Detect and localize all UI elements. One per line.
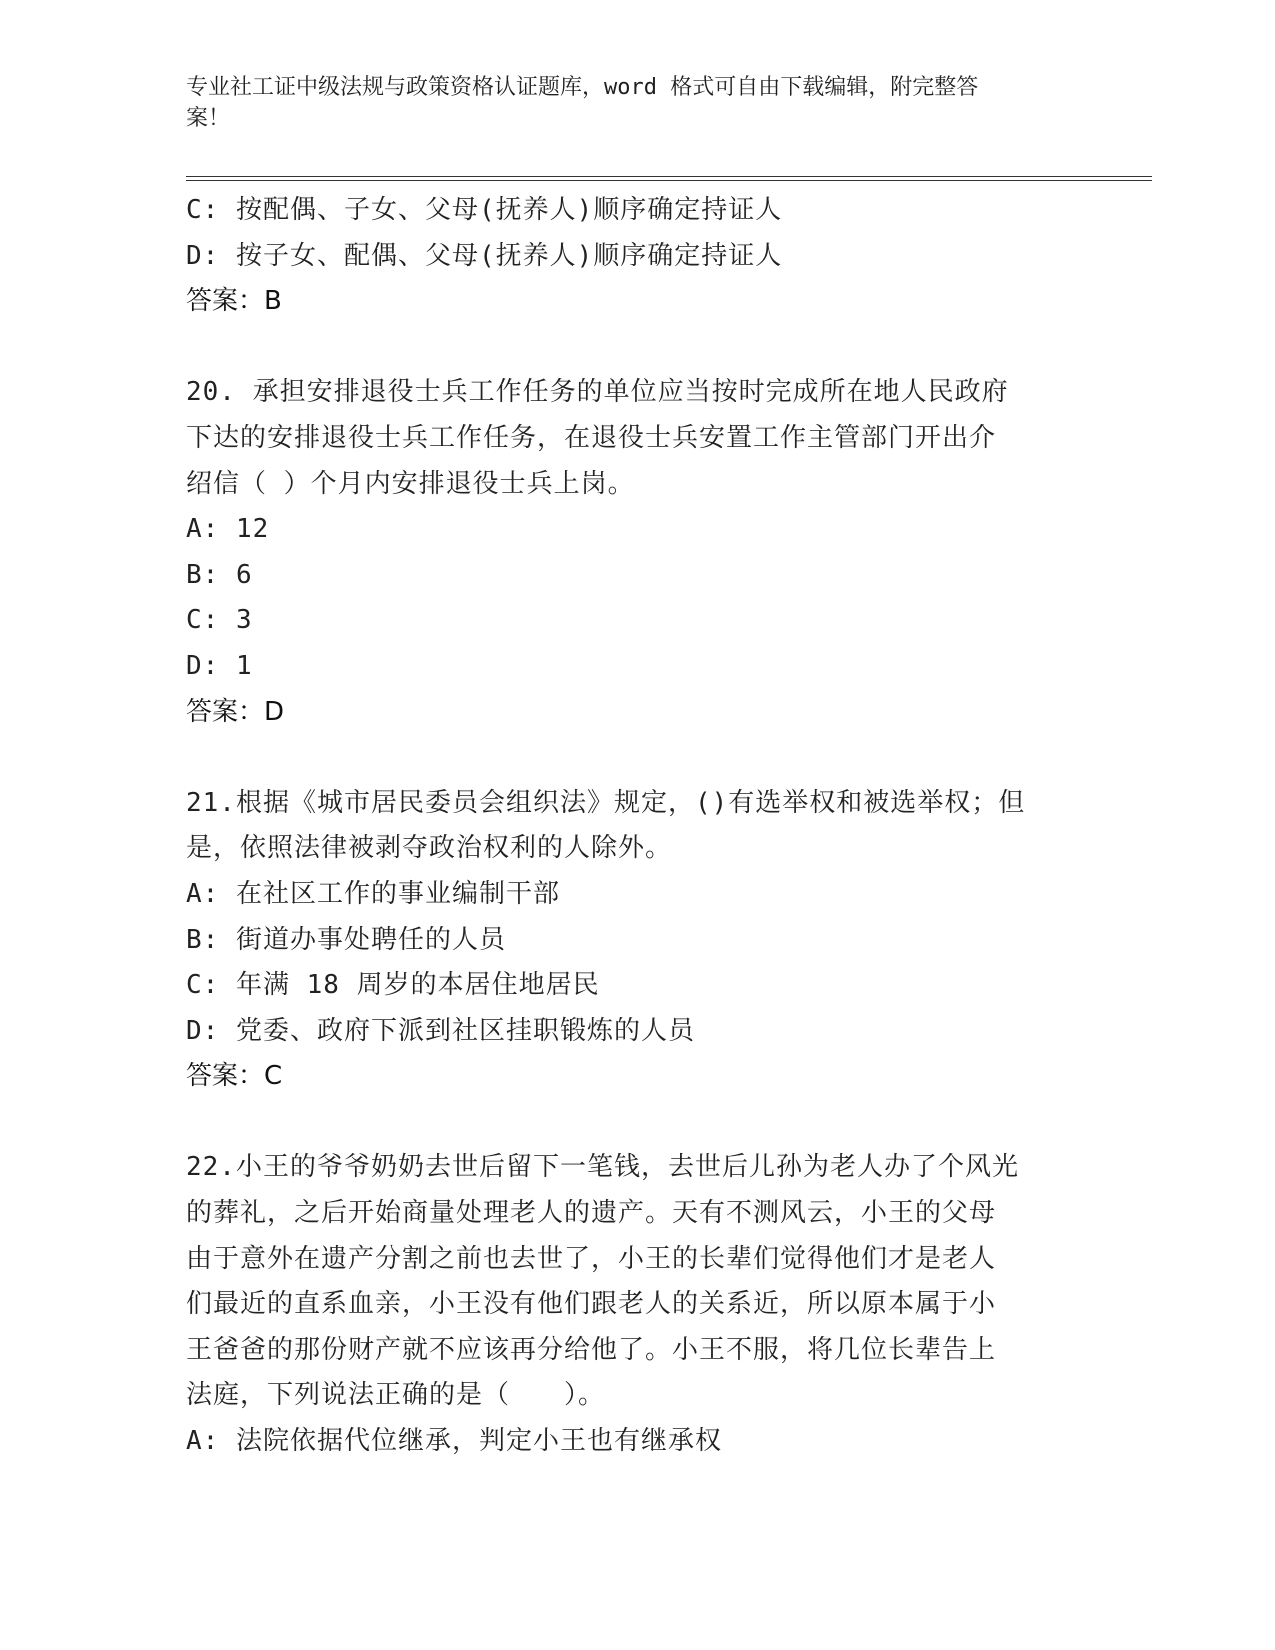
question-text-line: 王爸爸的那份财产就不应该再分给他了。小王不服，将几位长辈告上 — [186, 1334, 997, 1365]
question-text-line: 22.小王的爷爷奶奶去世后留下一笔钱，去世后儿孙为老人办了个风光 — [186, 1152, 1019, 1183]
question-text-line: 由于意外在遗产分割之前也去世了，小王的长辈们觉得他们才是老人 — [186, 1243, 997, 1274]
option-b: B: 6 — [186, 559, 253, 590]
option-a: A: 法院依据代位继承，判定小王也有继承权 — [186, 1426, 722, 1457]
document-header — [186, 72, 1066, 134]
answer-line: 答案：D — [186, 696, 285, 727]
header-divider — [186, 176, 1152, 181]
question-text-line: 法庭，下列说法正确的是（ ）。 — [186, 1380, 606, 1411]
header-line: 案！ — [186, 106, 231, 131]
option-c: C: 按配偶、子女、父母(抚养人)顺序确定持证人 — [186, 195, 783, 225]
option-a: A: 12 — [186, 514, 270, 545]
question-list — [186, 188, 1086, 1465]
question-spacer — [186, 735, 1086, 781]
answer-line: 答案：C — [186, 1061, 283, 1092]
question-spacer — [186, 1100, 1086, 1146]
option-d: D: 党委、政府下派到社区挂职锻炼的人员 — [186, 1015, 695, 1046]
question-text-line: 们最近的直系血亲，小王没有他们跟老人的关系近，所以原本属于小 — [186, 1289, 997, 1320]
question-text-line: 下达的安排退役士兵工作任务，在退役士兵安置工作主管部门开出介 — [186, 422, 997, 453]
option-a: A: 在社区工作的事业编制干部 — [186, 878, 560, 909]
question-text-line: 的葬礼，之后开始商量处理老人的遗产。天有不测风云，小王的父母 — [186, 1198, 997, 1229]
question-text-line: 绍信（ ）个月内安排退役士兵上岗。 — [186, 468, 635, 499]
option-b: B: 街道办事处聘任的人员 — [186, 924, 506, 955]
option-d: D: 1 — [186, 650, 253, 681]
question-text-line: 是，依照法律被剥夺政治权利的人除外。 — [186, 833, 673, 864]
question-19-tail — [186, 188, 1086, 325]
question-22 — [186, 1145, 1086, 1464]
question-text-line: 20. 承担安排退役士兵工作任务的单位应当按时完成所在地人民政府 — [186, 377, 1009, 408]
question-spacer — [186, 325, 1086, 371]
option-c: C: 3 — [186, 605, 253, 636]
header-line: 专业社工证中级法规与政策资格认证题库，word 格式可自由下载编辑，附完整答 — [186, 75, 979, 100]
question-21 — [186, 781, 1086, 1100]
question-text-line: 21.根据《城市居民委员会组织法》规定，()有选举权和被选举权；但 — [186, 787, 1026, 818]
answer-line: 答案：B — [186, 286, 282, 317]
option-c: C: 年满 18 周岁的本居住地居民 — [186, 970, 600, 1001]
option-d: D: 按子女、配偶、父母(抚养人)顺序确定持证人 — [186, 240, 783, 271]
question-20 — [186, 370, 1086, 735]
